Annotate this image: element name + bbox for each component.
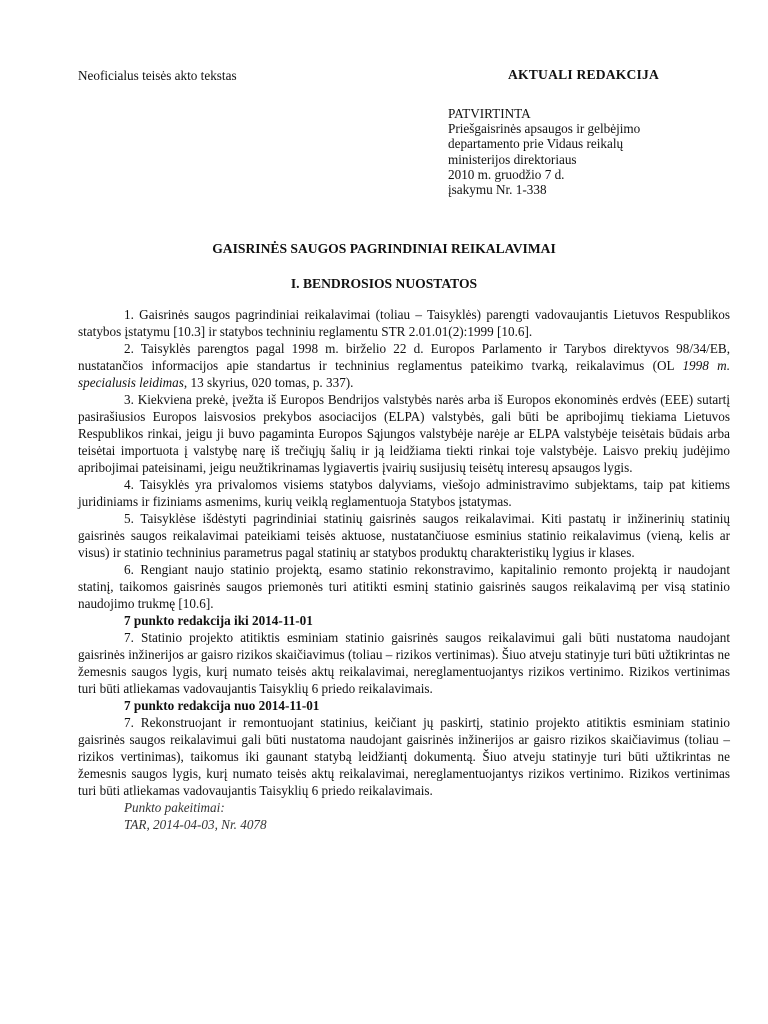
paragraph-2: 2. Taisyklės parengtos pagal 1998 m. birželio 22 d. Europos Parlamento ir Tarybos direktyvos 98/34/EB, nustatančios informacijos apie standartus ir techninius reglamentus pateikimo tvarką, reikalavimus (OL 1998 m. specialusis leidimas, 13 skyrius, 020 tomas, p. 337). (78, 341, 730, 390)
approval-block (448, 106, 640, 197)
paragraph-4: 4. Taisyklės yra privalomos visiems statybos dalyviams, viešojo administravimo subjektams, taip pat kitiems juridiniams ir fiziniams asmenims, kurių veiklą reglamentuoja Statybos įstatymas. (78, 477, 730, 509)
current-edition-label: AKTUALI REDAKCIJA (508, 67, 660, 82)
approval-line: įsakymu Nr. 1-338 (448, 182, 547, 198)
approval-line: ministerijos direktoriaus (448, 151, 577, 167)
p7-old-heading: 7 punkto redakcija iki 2014-11-01 (124, 613, 313, 628)
paragraph-7-new: 7. Rekonstruojant ir remontuojant statinius, keičiant jų paskirtį, statinio projekto atitiktis esminiam statinio gaisrinės saugos reikalavimui gali būti nustatoma naudojant gaisrinės inžinerijos ar gaisro rizikos skaičiavimus (toliau – rizikos vertinimas), taikomus iki gaunant statybą leidžiantį dokumentą. Šiuo atveju statinyje turi būti užtikrintas ne žemesnis saugos lygis, kurį numato teisės aktų reikalavimai, nereglamentuojantys rizikos vertinimo. Rizikos vertinimas turi būti atliekamas vadovaujantis Taisyklių 6 priedo reikalavimais. (78, 715, 730, 798)
unofficial-text-label: Neoficialus teisės akto tekstas (78, 68, 237, 83)
approval-line: 2010 m. gruodžio 7 d. (448, 166, 565, 182)
approval-line: departamento prie Vidaus reikalų (448, 136, 624, 152)
paragraph-6: 6. Rengiant naujo statinio projektą, esamo statinio rekonstravimo, kapitalinio remonto projektą ir naudojant statinį, taikomos gaisrinės saugos priemonės turi atitikti esminį statinio gaisrinės saugos reikalavimą per visą statinio naudojimo trukmę [10.6]. (78, 562, 730, 611)
paragraph-7-old: 7. Statinio projekto atitiktis esminiam statinio gaisrinės saugos reikalavimui gali būti nustatoma naudojant gaisrinės inžinerijos ar gaisro rizikos skaičiavimus (toliau – rizikos vertinimas). Šiuo atveju statinyje turi būti užtikrintas ne žemesnis saugos lygis, kurį numato teisės aktų reikalavimai, nereglamentuojantys rizikos vertinimo. Rizikos vertinimas turi būti atliekamas vadovaujantis Taisyklių 6 priedo reikalavimais. (78, 630, 730, 696)
amendments-label: Punkto pakeitimai: (124, 800, 225, 815)
document-body (78, 306, 730, 833)
paragraph-1: 1. Gaisrinės saugos pagrindiniai reikalavimai (toliau – Taisyklės) parengti vadovaujantis Lietuvos Respublikos statybos įstatymu [10.3] ir statybos techniniu reglamentu STR 2.01.01(2):1999 [10.6]. (78, 307, 730, 339)
section-title: I. BENDROSIOS NUOSTATOS (290, 276, 478, 291)
amendments-reference: TAR, 2014-04-03, Nr. 4078 (124, 817, 267, 832)
p7-new-heading: 7 punkto redakcija nuo 2014-11-01 (124, 698, 320, 713)
paragraph-5: 5. Taisyklėse išdėstyti pagrindiniai statinių gaisrinės saugos reikalavimai. Kiti pastatų ir inžinerinių statinių gaisrinės saugos reikalavimai pateikiami teisės aktuose, nustatančiuose esminius statinio reikalavimus (vieną, kelis ar visus) ir statinio techninius parametrus pagal statinių ar statybos produktų charakteristikų lygius ir klases. (78, 511, 730, 560)
document-title: GAISRINĖS SAUGOS PAGRINDINIAI REIKALAVIMAI (212, 241, 556, 256)
approval-line: Priešgaisrinės apsaugos ir gelbėjimo (448, 121, 641, 137)
approval-line: PATVIRTINTA (448, 106, 531, 121)
paragraph-3: 3. Kiekviena prekė, įvežta iš Europos Bendrijos valstybės narės arba iš Europos ekonominės erdvės (EEE) sutartį pasirašiusios Europos laisvosios prekybos asociacijos (ELPA) valstybės, gali būti be apribojimų tiekiama Lietuvos Respublikos rinkai, jeigu ji buvo pagaminta Europos Sąjungos valstybėje narėje ar ELPA valstybėje teisėtais būdais arba teisėtai importuota į valstybę narę iš trečiųjų šalių ir ją leidžiama tiekti rinkai toje valstybėje. Laisvo prekių judėjimo apribojimai pateisinami, jeigu neužtikrinamas lygiavertis įvairių susijusių teisėtų interesų apsaugos lygis. (78, 392, 730, 475)
